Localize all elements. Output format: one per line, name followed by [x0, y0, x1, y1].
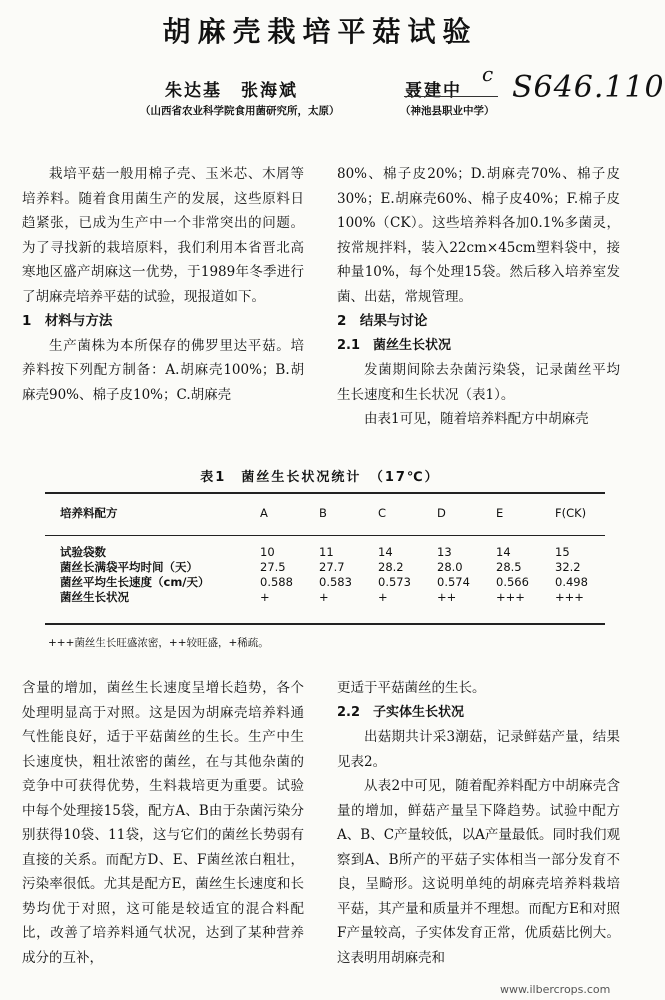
article-title: 胡麻壳栽培平菇试验 — [162, 15, 478, 48]
watermark: www.ilbercrops.com — [500, 983, 611, 996]
left-column-top — [22, 162, 304, 407]
table-footnote: +++菌丝生长旺盛浓密，++较旺盛，+稀疏。 — [48, 637, 269, 649]
table-cell: + — [319, 590, 329, 604]
table-cell: 0.573 — [378, 575, 411, 589]
table-cell: 14 — [496, 545, 511, 559]
row-label: 试验袋数 — [60, 545, 106, 559]
discussion-paragraph: 含量的增加，菌丝生长速度呈增长趋势，各个处理明显高于对照。这是因为胡麻壳培养料通气性能良好，适于平菇菌丝的生长。生产中生长速度快，粗壮浓密的菌丝，在与其他杂菌的竞争中可获得优势，生料栽培更为重要。试验中每个处理接15袋，配方A、B由于杂菌污染分别获得10袋、11袋，这与它们的菌丝长势弱有直接的关系。而配方D、E、F菌丝浓白粗壮，污染率很低。尤其是配方E，菌丝生长速度和长势均优于对照，这可能是较适宜的混合料配比，改善了培养料通气状况，达到了某种营养成分的互补， — [22, 680, 304, 966]
author-third: 聂建中 — [405, 81, 462, 101]
table-cell: 0.566 — [496, 575, 529, 589]
table-row — [60, 545, 614, 560]
table-header-rule — [45, 535, 605, 536]
col-header: D — [437, 506, 446, 520]
left-column-bottom — [22, 676, 304, 970]
table-cell: + — [378, 590, 388, 604]
table-row — [60, 560, 614, 575]
fruiting-paragraph-1: 出菇期共计采3潮菇，记录鲜菇产量，结果见表2。 — [337, 729, 620, 770]
col-header: C — [378, 506, 387, 520]
section-2-1-heading: 2.1 菌丝生长状况 — [337, 337, 452, 353]
table-cell: 28.2 — [378, 560, 404, 574]
col-header: F(CK) — [555, 506, 587, 520]
row-label: 菌丝生长状况 — [60, 590, 129, 604]
table-top-rule — [45, 492, 605, 494]
table-cell: 0.583 — [319, 575, 352, 589]
col-header: B — [319, 506, 327, 520]
table-cell: 13 — [437, 545, 452, 559]
table-cell: 0.588 — [260, 575, 293, 589]
table-row — [60, 575, 614, 590]
section-2-heading: 2 结果与讨论 — [337, 313, 428, 329]
table-cell: +++ — [555, 590, 584, 604]
results-paragraph-1: 发菌期间除去杂菌污染袋，记录菌丝平均生长速度和生长状况（表1）。 — [337, 362, 620, 403]
table-cell: 27.5 — [260, 560, 286, 574]
authors: 朱达基 张海斌 — [165, 81, 298, 101]
row-label: 菌丝长满袋平均时间（天） — [60, 560, 198, 574]
section-1-heading: 1 材料与方法 — [22, 313, 113, 329]
handwritten-class-code: S646.110 — [512, 70, 665, 105]
table-cell: ++ — [437, 590, 457, 604]
section-2-2-heading: 2.2 子实体生长状况 — [337, 704, 465, 720]
row-label: 菌丝平均生长速度（cm/天） — [60, 575, 210, 589]
header-label: 培养料配方 — [60, 506, 118, 520]
col-header: E — [496, 506, 504, 520]
table-cell: +++ — [496, 590, 525, 604]
table-cell: 0.574 — [437, 575, 470, 589]
data-table — [60, 545, 614, 605]
table-header — [60, 506, 614, 521]
table-cell: + — [260, 590, 270, 604]
author-underline — [404, 96, 498, 97]
table-row — [60, 590, 614, 605]
table-cell: 28.5 — [496, 560, 522, 574]
table-caption: 表1 菌丝生长状况统计 （17℃） — [200, 470, 440, 485]
table-cell: 32.2 — [555, 560, 581, 574]
discussion-end: 更适于平菇菌丝的生长。 — [337, 680, 486, 696]
right-column-top — [337, 162, 620, 432]
table-cell: 10 — [260, 545, 275, 559]
table-cell: 0.498 — [555, 575, 588, 589]
table-cell: 14 — [378, 545, 393, 559]
affiliation-1: （山西省农业科学院食用菌研究所，太原） — [140, 105, 340, 117]
results-paragraph-2: 由表1可见，随着培养料配方中胡麻壳 — [364, 411, 589, 427]
table-cell: 28.0 — [437, 560, 463, 574]
right-column-bottom — [337, 676, 620, 970]
methods-paragraph: 生产菌株为本所保存的佛罗里达平菇。培养料按下列配方制备：A.胡麻壳100%；B.胡麻壳90%、棉子皮10%；C.胡麻壳 — [22, 337, 304, 403]
table-cell: 15 — [555, 545, 570, 559]
table-cell: 11 — [319, 545, 334, 559]
handwritten-mark: c — [482, 62, 494, 86]
affiliation-2: （神池县职业中学） — [400, 105, 495, 117]
intro-paragraph: 栽培平菇一般用棉子壳、玉米芯、木屑等培养料。随着食用菌生产的发展，这些原料日趋紧张，已成为生产中一个非常突出的问题。为了寻找新的栽培原料，我们利用本省晋北高寒地区盛产胡麻这一优势，于1989年冬季进行了胡麻壳培养平菇的试验，现报道如下。 — [22, 166, 304, 305]
col-header: A — [260, 506, 268, 520]
table-bottom-rule — [45, 623, 605, 625]
table-cell: 27.7 — [319, 560, 345, 574]
fruiting-paragraph-2: 从表2中可见，随着配养料配方中胡麻壳含量的增加，鲜菇产量呈下降趋势。试验中配方A、B、C产量较低，以A产量最低。同时我们观察到A、B所产的平菇子实体相当一部分发育不良，呈畸形。这说明单纯的胡麻壳培养料栽培平菇，其产量和质量并不理想。而配方E和对照F产量较高，子实体发育正常，优质菇比例大。这表明用胡麻壳和 — [337, 778, 620, 966]
methods-continued: 80%、棉子皮20%；D.胡麻壳70%、棉子皮30%；E.胡麻壳60%、棉子皮40%；F.棉子皮100%（CK）。这些培养料各加0.1%多菌灵，按常规拌料，装入22cm×45cm塑料袋中，接种量10%，每个处理15袋。然后移入培养室发菌、出菇，常规管理。 — [337, 166, 620, 305]
